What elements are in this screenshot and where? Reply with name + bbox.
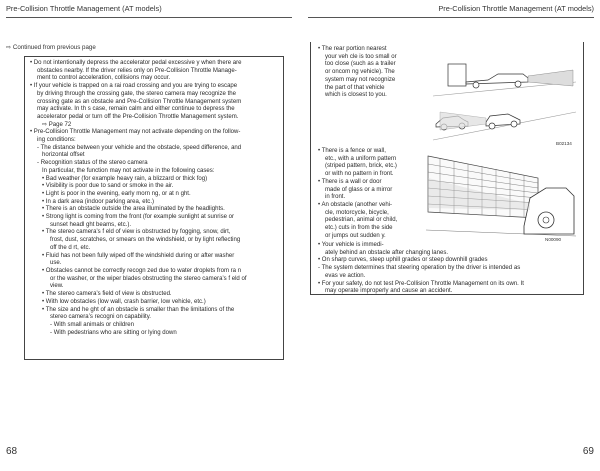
text-line: - The distance between your vehicle and the obstacle, speed difference, and <box>37 144 242 151</box>
text-line: stereo camera’s recogni on capability. <box>50 314 151 321</box>
right-page-number: 69 <box>582 446 594 457</box>
text-line: in front. <box>325 194 346 201</box>
text-line: (striped pattern, brick, etc.) <box>325 163 397 170</box>
text-line: the part of that vehicle <box>325 84 385 91</box>
text-line: • Fluid has not been fully wiped off the windshield during or after washer <box>42 252 235 259</box>
text-line: • Visibility is poor due to sand or smoke in the air. <box>42 183 174 190</box>
left-caution-text <box>30 60 247 337</box>
text-line: • In a dark area (indoor parking area, etc.) <box>42 198 155 205</box>
upper-camera-beam <box>528 70 573 86</box>
figure-2-code: N00090 <box>545 237 562 242</box>
text-line: ment to control acceleration, collisions may occur. <box>37 75 171 82</box>
right-header-title: Pre-Collision Throttle Management (AT models) <box>438 4 594 13</box>
continued-note: ⇨ Continued from previous page <box>6 44 96 51</box>
text-line: ⇨ Page 72 <box>42 121 72 128</box>
right-middle-text <box>318 148 397 240</box>
trailer-shape <box>448 64 466 86</box>
text-line: cle, motorcycle, bicycle, <box>325 209 389 216</box>
wheel-hub <box>543 217 549 223</box>
wheel-shape <box>511 121 517 127</box>
text-line: off the d rt, etc. <box>50 244 91 251</box>
text-line: evas ve action. <box>325 272 366 279</box>
text-line: • The rear portion nearest <box>318 46 387 52</box>
left-header-title: Pre-Collision Throttle Management (AT models) <box>6 4 162 13</box>
text-line: or the washer, or the wiper blades obstructing the stereo camera’s f eld of <box>50 275 247 282</box>
wheel-shape <box>515 81 521 87</box>
text-line: pedestrian, animal or child, <box>325 217 398 224</box>
text-line: • With low obstacles (low wall, crash barrier, low vehicle, etc.) <box>42 298 206 305</box>
text-line: may operate improperly and cause an accident. <box>325 288 453 295</box>
right-header-rule <box>308 17 594 18</box>
left-page-number: 68 <box>6 446 18 457</box>
text-line: - With pedestrians who are sitting or lying down <box>50 329 177 336</box>
wheel-shape <box>489 123 495 129</box>
text-line: • Your vehicle is immedi- <box>318 242 384 248</box>
text-line: • Strong light is coming from the front (for example sunlight at sunrise or <box>42 214 235 221</box>
text-line: • Pre-Collision Throttle Management may not activate depending on the follow- <box>30 129 241 136</box>
text-line: crossing gate as an obstacle and Pre-Collision Throttle Management system <box>37 98 242 105</box>
text-line: or jumps out sudden y. <box>325 232 386 239</box>
text-line: • Obstacles cannot be correctly recogn zed due to water droplets from ra n <box>42 267 242 274</box>
left-header-rule <box>6 17 292 18</box>
text-line: horizontal offset <box>42 152 85 159</box>
text-line: ing conditions: <box>37 137 76 144</box>
text-line: • Do not intentionally depress the accelerator pedal excessive y when there are <box>30 60 242 66</box>
text-line: - With small animals or children <box>50 321 135 328</box>
text-line: frost, dust, scratches, or smears on the windshield, or by light reflecting <box>50 237 241 244</box>
text-line: too close (such as a trailer <box>325 61 396 68</box>
text-line: • The stereo camera’s f eld of view is obstructed by fogging, snow, dirt, <box>42 229 231 236</box>
text-line: • There is a wall or door <box>318 178 382 185</box>
text-line: obstacles nearby. If the driver relies only on Pre-Collision Throttle Manage- <box>37 67 237 74</box>
text-line: • An obstacle (another vehi- <box>318 201 393 208</box>
text-line: etc.) cuts in from the side <box>325 225 393 232</box>
wheel-shape <box>473 82 479 88</box>
text-line: etc., with a uniform pattern <box>325 155 397 162</box>
figure-1-code: B02134 <box>556 141 572 146</box>
text-line: or with no pattern in front. <box>325 171 394 178</box>
text-line: accelerator pedal or turn off the Pre-Collision Throttle Management system. <box>37 113 239 120</box>
text-line: • If your vehicle is trapped on a rai road crossing and you are trying to escape <box>30 83 238 90</box>
trailer-vehicle-illustration <box>428 52 578 142</box>
text-line: use. <box>50 260 62 267</box>
text-line: • There is a fence or wall, <box>318 148 386 154</box>
text-line: by driving through the crossing gate, the stereo camera may recognize the <box>37 90 236 97</box>
text-line: • Light is poor in the evening, early morn ng, or at n ght. <box>42 190 191 197</box>
text-line: ately behind an obstacle after changing lanes. <box>325 249 449 256</box>
right-top-text <box>318 46 397 100</box>
text-line: view. <box>50 283 64 290</box>
text-line: - Recognition status of the stereo camera <box>37 160 148 167</box>
text-line: sunset headl ght beams, etc.). <box>50 221 132 228</box>
text-line: • For your safety, do not test Pre-Collision Throttle Management on its own. It <box>318 280 524 287</box>
text-line: In particular, the function may not activate in the following cases: <box>42 167 215 174</box>
text-line: • On sharp curves, steep uphill grades or steep downhill grades <box>318 257 488 264</box>
right-bottom-text <box>318 242 524 296</box>
brick-wall-illustration <box>426 148 578 242</box>
text-line: which is closest to you. <box>325 92 387 99</box>
text-line: - The system determines that steering operation by the driver is intended as <box>318 265 521 272</box>
text-line: • Bad weather (for example heavy rain, a blizzard or thick fog) <box>42 175 208 182</box>
text-line: made of glass or a mirror <box>325 186 393 193</box>
text-line: your veh cle is too small or <box>325 53 397 60</box>
text-line: or oncom ng vehicle). The <box>325 69 395 76</box>
text-line: • The size and he ght of an obstacle is smaller than the limitations of the <box>42 306 235 313</box>
text-line: may activate. In th s case, remain calm and either continue to depress the <box>37 106 235 113</box>
text-line: • There is an obstacle outside the area illuminated by the headlights. <box>42 206 225 213</box>
text-line: • The stereo camera’s field of view is obstructed. <box>42 291 172 298</box>
text-line: system may not recognize <box>325 76 396 83</box>
